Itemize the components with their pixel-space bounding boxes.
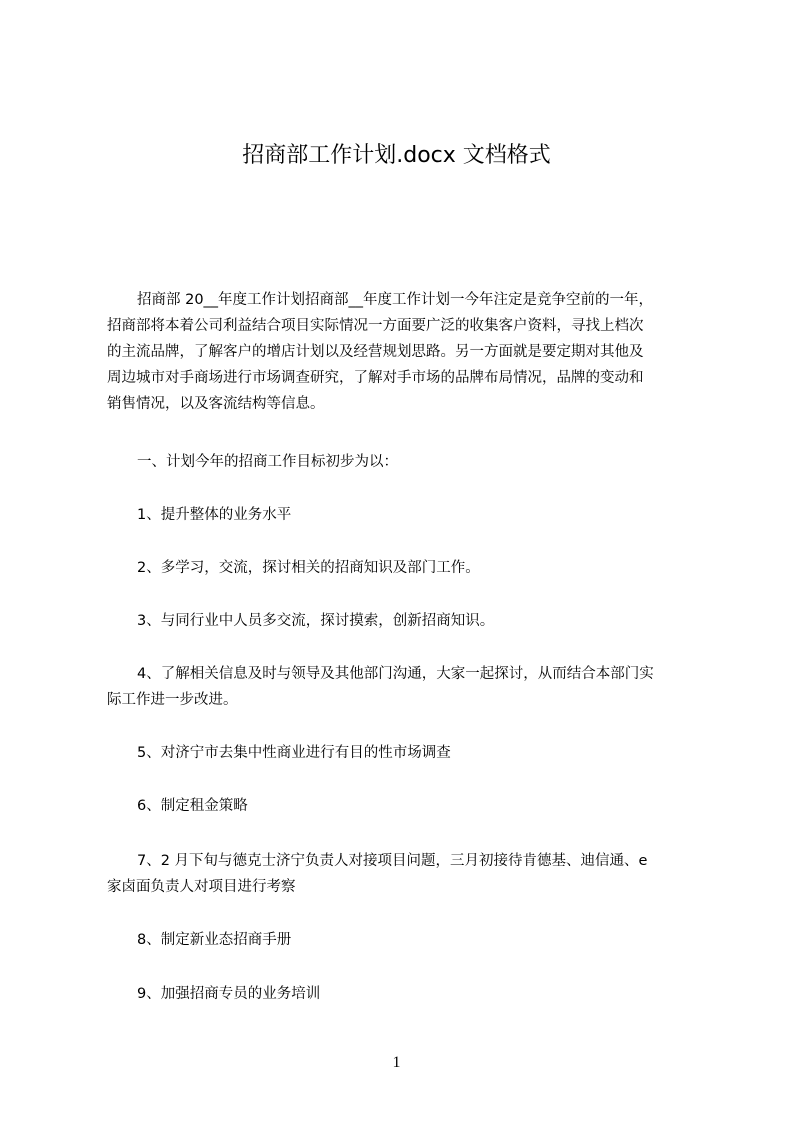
intro-paragraph <box>107 287 697 417</box>
list-item: 8、制定新业态招商手册 <box>137 932 292 948</box>
list-item: 2、多学习，交流，探讨相关的招商知识及部门工作。 <box>137 560 480 576</box>
intro-line: 招商部将本着公司利益结合项目实际情况一方面要广泛的收集客户资料，寻找上档次 <box>107 318 644 334</box>
list-item: 1、提升整体的业务水平 <box>137 507 292 523</box>
list-item: 6、制定租金策略 <box>137 798 248 814</box>
list-item: 9、加强招商专员的业务培训 <box>137 986 321 1002</box>
page-title: 招商部工作计划.docx 文档格式 <box>242 143 551 168</box>
page-number: 1 <box>392 1054 401 1071</box>
list-item: 5、对济宁市去集中性商业进行有目的性市场调查 <box>137 745 451 761</box>
intro-line: 销售情况，以及客流结构等信息。 <box>107 396 325 412</box>
section-heading: 一、计划今年的招商工作目标初步为以： <box>137 454 398 470</box>
intro-line: 招商部 20__年度工作计划招商部__年度工作计划一今年注定是竞争空前的一年， <box>137 292 654 308</box>
intro-line: 的主流品牌，了解客户的增店计划以及经营规划思路。另一方面就是要定期对其他及 <box>107 344 644 360</box>
intro-line: 周边城市对手商场进行市场调查研究，了解对手市场的品牌布局情况，品牌的变动和 <box>107 370 644 386</box>
list-item: 3、与同行业中人员多交流，探讨摸索，创新招商知识。 <box>137 613 495 629</box>
list-item: 7、2 月下旬与德克士济宁负责人对接项目问题，三月初接待肯德基、迪信通、e 家卤面负责人对项目进行考察 <box>107 853 648 895</box>
list-item: 4、了解相关信息及时与领导及其他部门沟通，大家一起探讨，从而结合本部门实 际工作进一步改进。 <box>107 666 654 708</box>
